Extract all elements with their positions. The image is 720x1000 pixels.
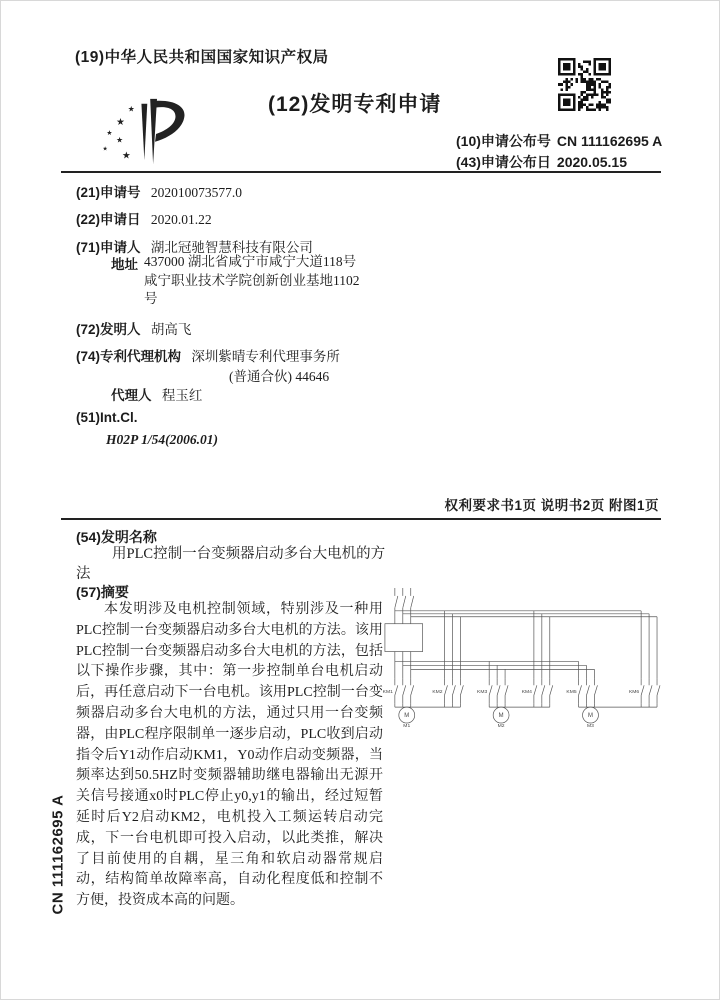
svg-text:★: ★ bbox=[121, 150, 131, 162]
issuing-office: (19)中华人民共和国国家知识产权局 bbox=[75, 49, 329, 66]
contactor-label: KM2 bbox=[432, 690, 443, 696]
agent-row bbox=[111, 384, 202, 404]
contactor-label: KM6 bbox=[628, 690, 640, 696]
application-number-label: (21)申请号 bbox=[76, 185, 141, 200]
inverter-box bbox=[385, 624, 423, 652]
applicant-value: 湖北冠驰智慧科技有限公司 bbox=[150, 240, 313, 255]
motor-label: M3 bbox=[587, 724, 594, 728]
inventor-row bbox=[76, 318, 191, 338]
body-divider bbox=[61, 518, 661, 520]
svg-text:★: ★ bbox=[102, 146, 108, 153]
side-publication-code: CN 111162695 A bbox=[49, 794, 67, 915]
intcl-class: H02P 1/54(2006.01) bbox=[106, 432, 218, 447]
intcl-row bbox=[76, 410, 138, 426]
agency-label: (74)专利代理机构 bbox=[76, 349, 182, 364]
svg-text:★: ★ bbox=[116, 117, 125, 129]
invention-title: 用PLC控制一台变频器启动多台大电机的方法 bbox=[76, 546, 386, 582]
publication-number-label: (10)申请公布号 bbox=[456, 133, 551, 149]
applicant-label: (71)申请人 bbox=[76, 240, 141, 255]
agent-label: 代理人 bbox=[111, 388, 152, 403]
contactor-label: KM4 bbox=[521, 690, 532, 696]
svg-text:★: ★ bbox=[106, 129, 113, 137]
motor-label: M1 bbox=[403, 724, 411, 728]
svg-text:★: ★ bbox=[116, 135, 124, 145]
header-divider bbox=[61, 171, 661, 173]
title-section-label: (54)发明名称 bbox=[76, 529, 157, 545]
qr-code bbox=[558, 58, 611, 116]
publication-number-row bbox=[456, 131, 662, 151]
application-number-row bbox=[76, 181, 242, 201]
publication-date-label: (43)申请公布日 bbox=[456, 154, 551, 170]
application-date-row bbox=[76, 208, 212, 228]
cnipa-logo bbox=[98, 96, 216, 174]
contactor-label: KM3 bbox=[477, 690, 488, 696]
application-date-label: (22)申请日 bbox=[76, 212, 141, 227]
abstract-figure bbox=[373, 584, 661, 728]
motor-label: M2 bbox=[497, 724, 505, 728]
motor-letter: M bbox=[588, 713, 593, 720]
logo-stars bbox=[102, 105, 134, 162]
logo-monogram bbox=[141, 99, 184, 164]
motor-letter: M bbox=[404, 713, 410, 720]
circuit-labels bbox=[383, 689, 640, 728]
address-label-wrap bbox=[111, 253, 138, 273]
agency-name: 深圳紫晴专利代理事务所 bbox=[191, 349, 340, 364]
svg-text:★: ★ bbox=[127, 104, 135, 114]
application-number-value: 202010073577.0 bbox=[150, 185, 243, 200]
document-type-title: (12)发明专利申请 bbox=[268, 93, 442, 116]
agency-row bbox=[76, 345, 340, 365]
motor-letter: M bbox=[498, 713, 504, 720]
address-line-2: 咸宁职业技术学院创新创业基地1102 bbox=[144, 272, 360, 288]
publication-number-value: CN 111162695 A bbox=[556, 133, 663, 149]
publication-date-row bbox=[456, 152, 627, 172]
address-line-3: 号 bbox=[144, 291, 158, 306]
circuit-lines bbox=[382, 588, 660, 723]
inventor-label: (72)发明人 bbox=[76, 322, 141, 337]
contactor-label: KM1 bbox=[382, 690, 393, 696]
address-line-1: 437000 湖北省咸宁市咸宁大道118号 bbox=[144, 254, 357, 269]
abstract-text: 本发明涉及电机控制领域，特别涉及一种用PLC控制一台变频器启动多台大电机的方法。该用PLC控制一台变频器启动多台大电机的方法，包括以下操作步骤，其中：第一步控制单台电机启动后，再任意启动下一台电机。该用PLC控制一台变频器启动多台大电机的方法，通过只用一台变频器，由PLC程序限制单一逐步启动，PLC收到启动指令后Y1动作启动KM1，Y0动作启动变频器，当频率达到50.5HZ时变频器辅助继电器输出无源开关信号接通x0时PLC停止y0,y1的输出，经过短暂延时后Y2启动KM2，电机投入工频运转启动完成，下一台电机即可投入启动，以此类推，解决了目前使用的自耦，星三角和软启动器常规启动，结构简单故障率高，自动化程度低和控制不方便，投资成本高的问题。 bbox=[76, 602, 383, 909]
agent-value: 程玉红 bbox=[161, 388, 203, 403]
intcl-label: (51)Int.Cl. bbox=[76, 410, 138, 425]
agency-suffix: (普通合伙) 44646 bbox=[229, 369, 330, 384]
abstract-section-label: (57)摘要 bbox=[76, 584, 129, 600]
address-value bbox=[144, 253, 360, 309]
pages-info: 权利要求书1页 说明书2页 附图1页 bbox=[444, 498, 659, 513]
inventor-value: 胡高飞 bbox=[150, 322, 192, 337]
address-label: 地址 bbox=[111, 257, 138, 272]
application-date-value: 2020.01.22 bbox=[150, 212, 212, 227]
contactor-label: KM5 bbox=[566, 690, 577, 696]
publication-date-value: 2020.05.15 bbox=[556, 154, 627, 170]
